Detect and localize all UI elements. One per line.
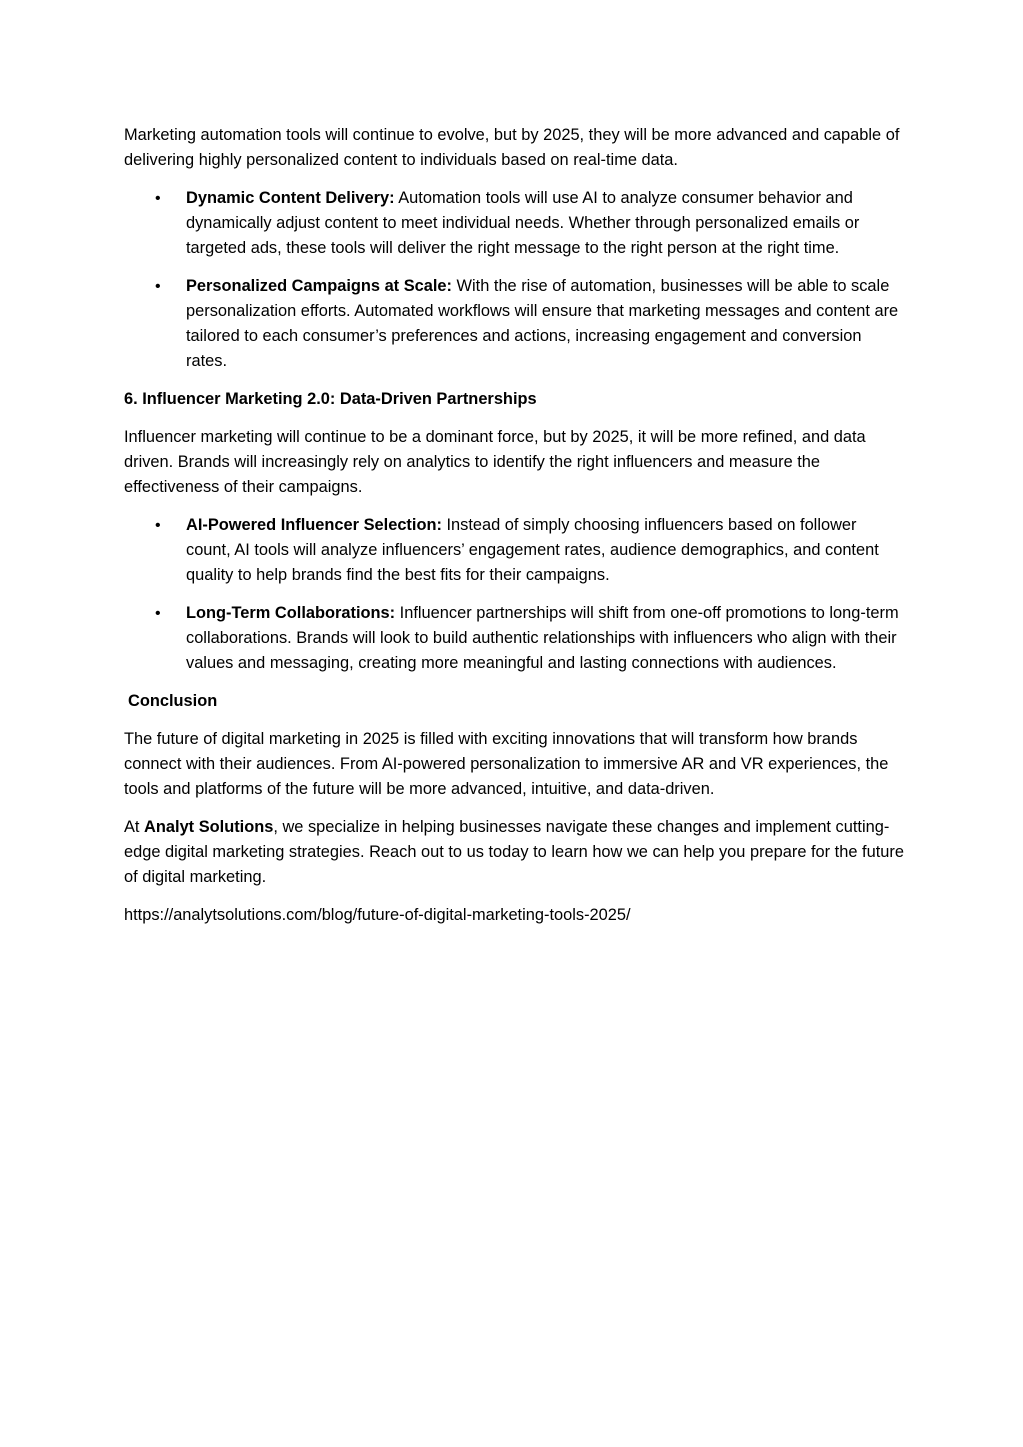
- company-name: Analyt Solutions: [144, 818, 274, 836]
- list-item-text: Automation tools will use AI to analyze consumer behavior and dynamically adjust content to meet individual needs. Whether through personalized emails or targeted ads, these tools will deliver the right message to the right person at the right time.: [186, 189, 860, 257]
- automation-bullet-list: [124, 186, 904, 374]
- list-item-personalized-campaigns: [124, 274, 904, 374]
- list-item-text: With the rise of automation, businesses will be able to scale personalization efforts. Automated workflows will ensure that marketing messages and content are tailored to each consumer’s preferences and actions, increasing engagement and conversion rates.: [186, 277, 899, 370]
- influencer-intro-paragraph: Influencer marketing will continue to be a dominant force, but by 2025, it will be more refined, and data driven. Brands will increasingly rely on analytics to identify the right influencers and measure the effectiveness of their campaigns.: [124, 428, 866, 496]
- list-item-long-term-collaborations: [124, 601, 904, 676]
- list-item-dynamic-content: [124, 186, 904, 261]
- bullet-icon: •: [155, 605, 161, 622]
- document-page: [124, 123, 904, 941]
- intro-paragraph: Marketing automation tools will continue to evolve, but by 2025, they will be more advanced and capable of delivering highly personalized content to individuals based on real-time data.: [124, 126, 900, 169]
- cta-prefix: At: [124, 818, 145, 836]
- influencer-bullet-list: [124, 513, 904, 676]
- list-item-ai-influencer-selection: [124, 513, 904, 588]
- list-item-title: AI-Powered Influencer Selection:: [186, 516, 442, 534]
- cta-paragraph: [124, 815, 904, 890]
- bullet-icon: •: [155, 190, 161, 207]
- bullet-icon: •: [155, 517, 161, 534]
- list-item-title: Long-Term Collaborations:: [186, 604, 396, 622]
- list-item-title: Dynamic Content Delivery:: [186, 189, 395, 207]
- cta-suffix: , we specialize in helping businesses navigate these changes and implement cutting-edge digital marketing strategies. Reach out to us today to learn how we can help you prepare for the future of digital marketing.: [124, 818, 904, 886]
- list-item-title: Personalized Campaigns at Scale:: [186, 277, 452, 295]
- bullet-icon: •: [155, 278, 161, 295]
- source-url: https://analytsolutions.com/blog/future-of-digital-marketing-tools-2025/: [124, 906, 631, 924]
- list-item-text: Instead of simply choosing influencers based on follower count, AI tools will analyze influencers’ engagement rates, audience demographics, and content quality to help brands find the best fits for their campaigns.: [186, 516, 879, 584]
- section-heading-conclusion: Conclusion: [128, 692, 218, 710]
- conclusion-paragraph: The future of digital marketing in 2025 is filled with exciting innovations that will transform how brands connect with their audiences. From AI-powered personalization to immersive AR and VR experiences, the tools and platforms of the future will be more advanced, intuitive, and data-driven.: [124, 730, 889, 798]
- list-item-text: Influencer partnerships will shift from one-off promotions to long-term collaborations. Brands will look to build authentic relationships with influencers who align with their values and messaging, creating more meaningful and lasting connections with audiences.: [186, 604, 899, 672]
- section-heading-influencer-marketing: 6. Influencer Marketing 2.0: Data-Driven Partnerships: [124, 390, 537, 408]
